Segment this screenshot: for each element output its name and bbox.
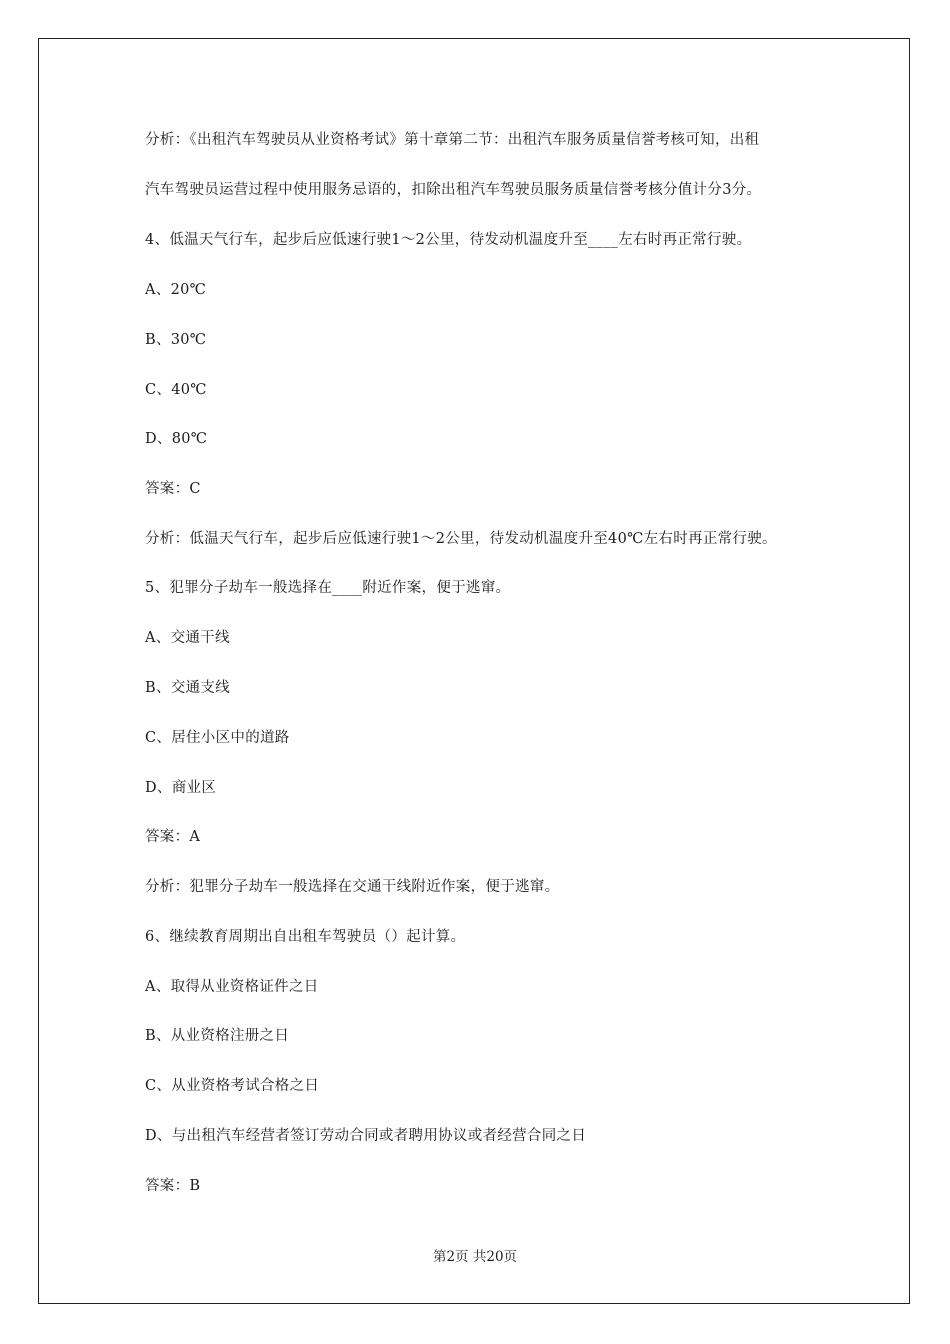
answer: 答案：B xyxy=(145,1178,201,1194)
question-6: 6、继续教育周期出自出租车驾驶员（）起计算。 xyxy=(145,929,466,945)
option-a: A、20℃ xyxy=(145,282,207,298)
analysis-line: 分析：《出租汽车驾驶员从业资格考试》第十章第二节：出租汽车服务质量信誉考核可知，出租 xyxy=(145,132,760,148)
question-4: 4、低温天气行车，起步后应低速行驶1～2公里，待发动机温度升至____左右时再正常行驶。 xyxy=(145,232,752,248)
option-a: A、交通干线 xyxy=(145,630,230,646)
option-a: A、取得从业资格证件之日 xyxy=(145,979,319,995)
option-c: C、40℃ xyxy=(145,382,207,398)
option-c: C、从业资格考试合格之日 xyxy=(145,1078,320,1094)
analysis-line: 分析：犯罪分子劫车一般选择在交通干线附近作案，便于逃窜。 xyxy=(145,879,560,895)
option-d: D、商业区 xyxy=(145,780,217,796)
option-b: B、交通支线 xyxy=(145,680,230,696)
answer: 答案：C xyxy=(145,481,201,497)
question-5: 5、犯罪分子劫车一般选择在____附近作案，便于逃窜。 xyxy=(145,580,511,596)
option-b: B、从业资格注册之日 xyxy=(145,1028,290,1044)
option-d: D、80℃ xyxy=(145,431,208,447)
option-b: B、30℃ xyxy=(145,332,207,348)
analysis-line: 汽车驾驶员运营过程中使用服务忌语的，扣除出租汽车驾驶员服务质量信誉考核分值计分3分。 xyxy=(145,182,762,198)
answer: 答案：A xyxy=(145,829,201,845)
option-d: D、与出租汽车经营者签订劳动合同或者聘用协议或者经营合同之日 xyxy=(145,1128,587,1144)
analysis-line: 分析：低温天气行车，起步后应低速行驶1～2公里，待发动机温度升至40℃左右时再正常行驶。 xyxy=(145,531,777,547)
page-border xyxy=(38,38,910,1304)
option-c: C、居住小区中的道路 xyxy=(145,730,290,746)
page-number: 第2页 共20页 xyxy=(432,1249,518,1265)
